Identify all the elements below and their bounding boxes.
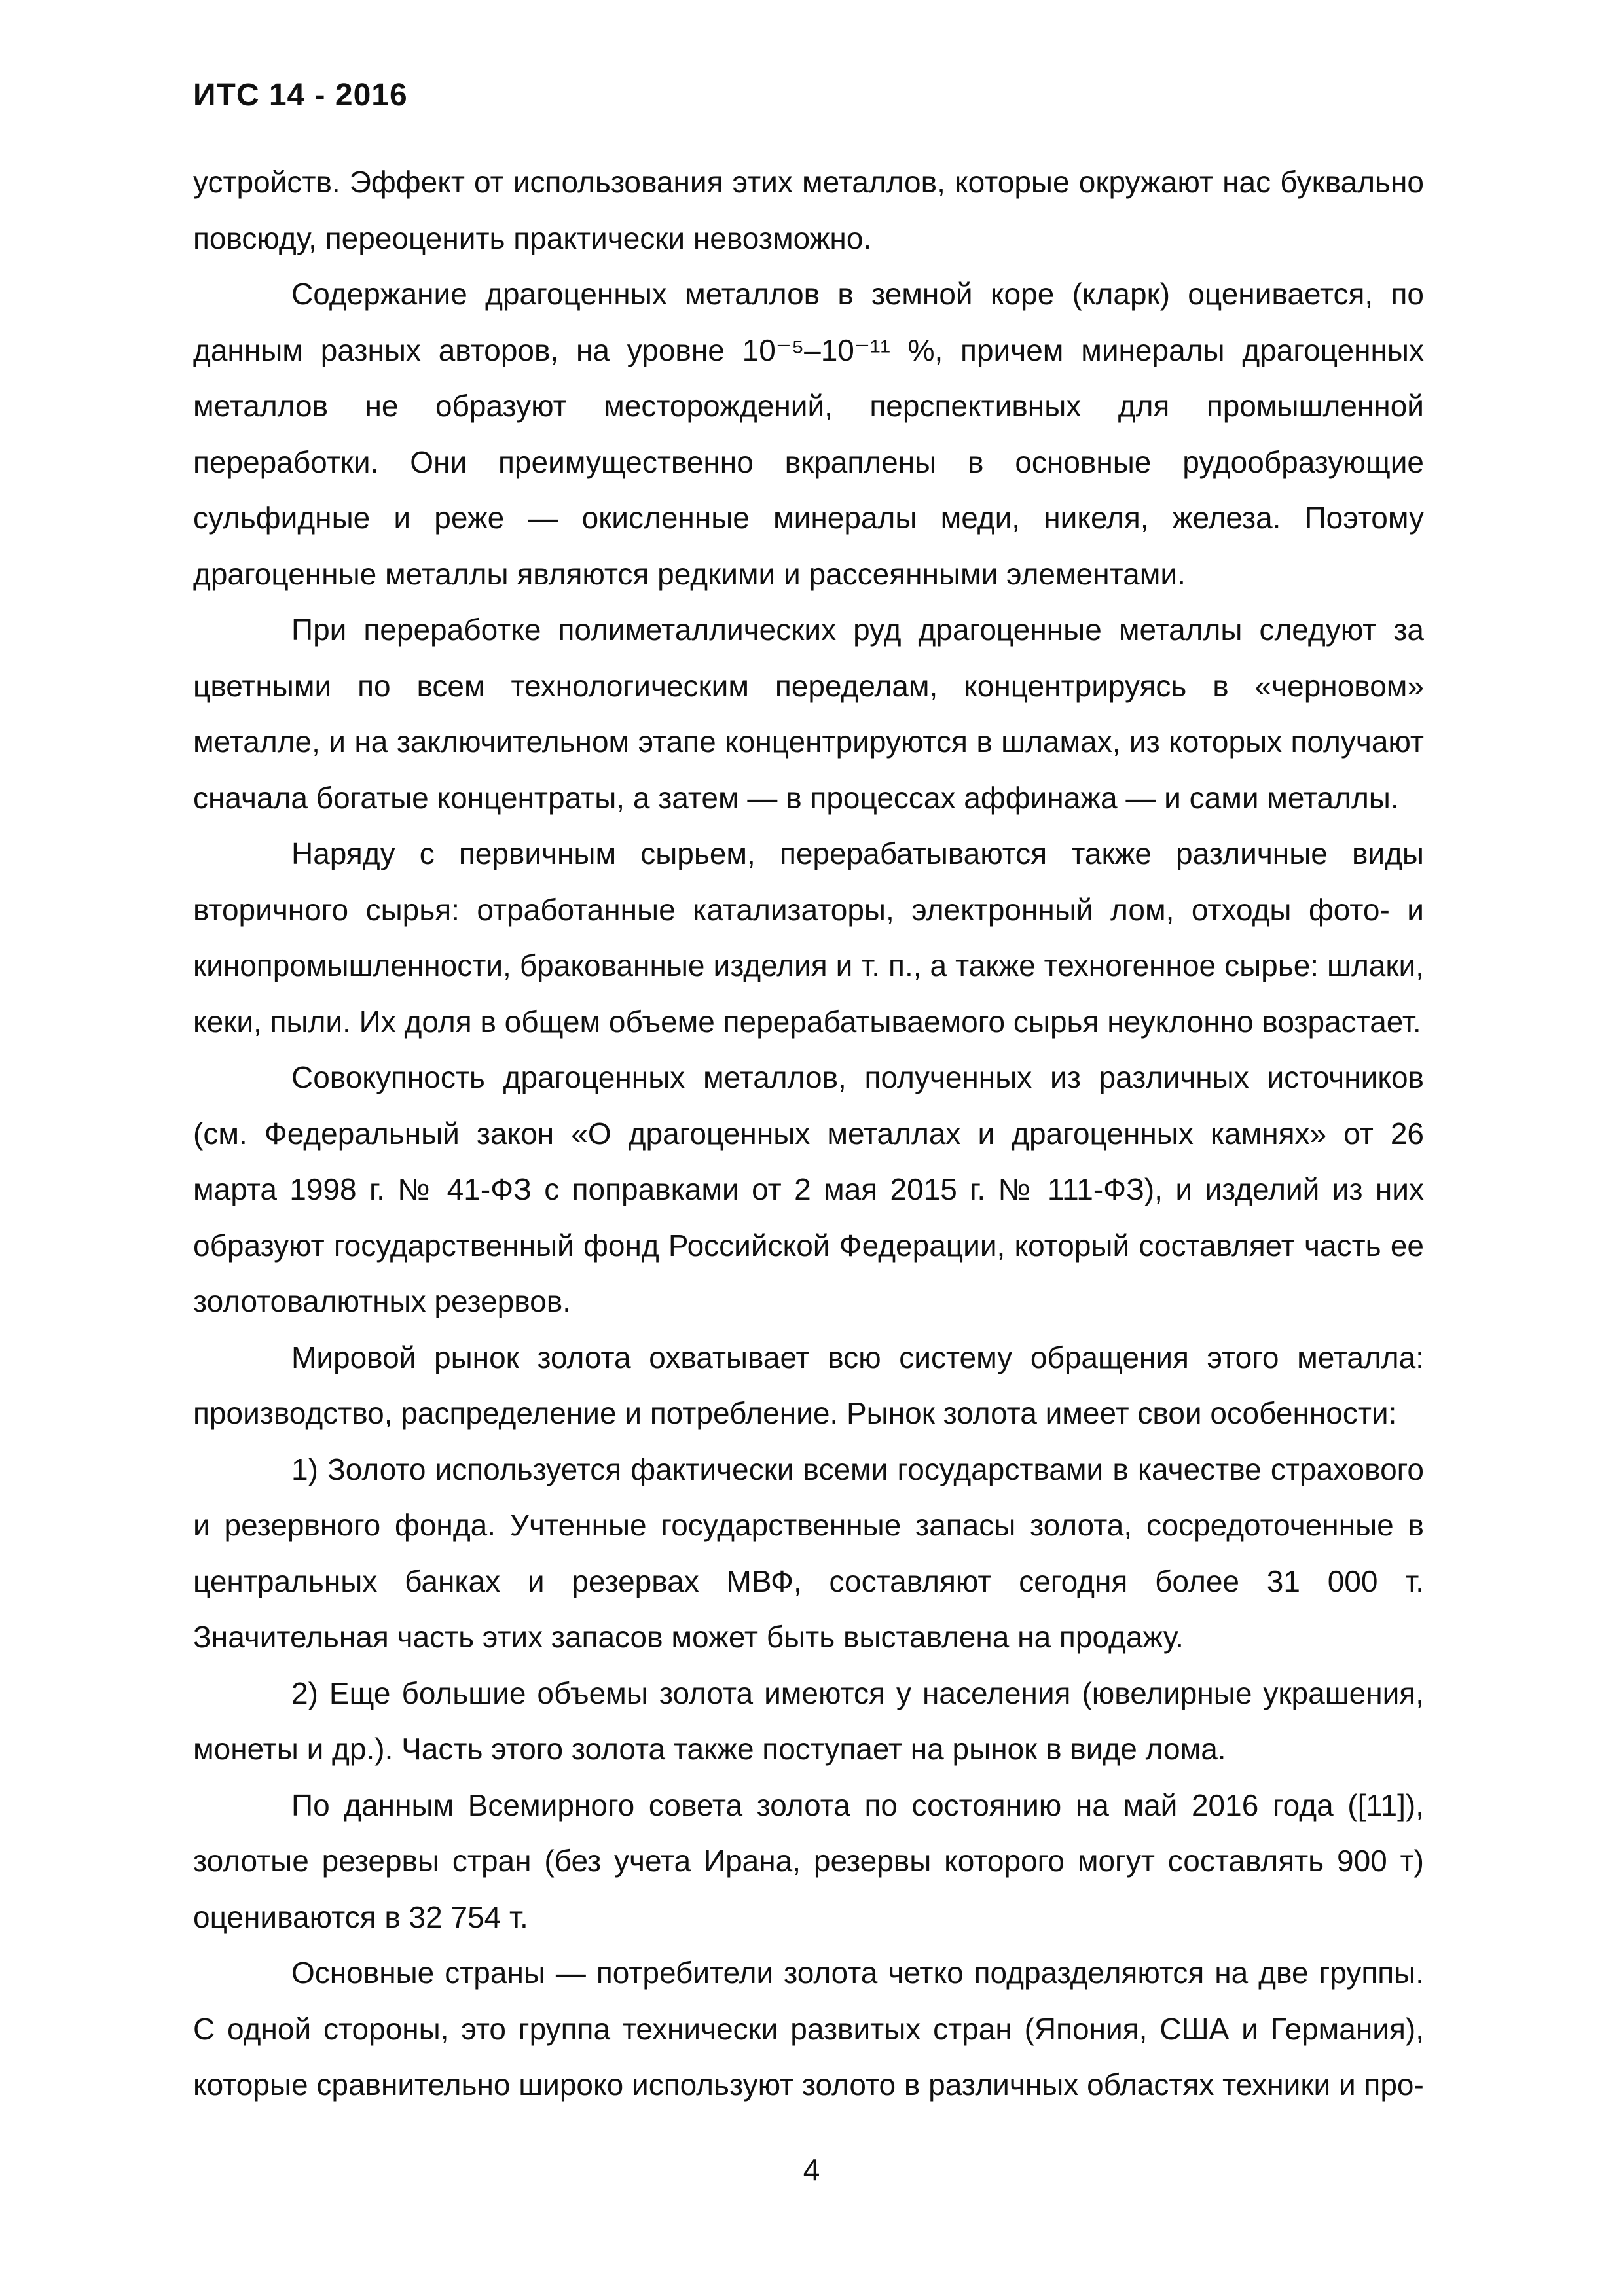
paragraph: устройств. Эффект от использования этих металлов, которые окружают нас буквально повсюду, переоценить практически невозможно. [193, 165, 1424, 255]
document-code-header: ИТС 14 - 2016 [193, 78, 408, 113]
paragraph: Мировой рынок золота охватывает всю систему обращения этого металла: производство, распределение и потребление. Рынок золота имеет свои особенности: [193, 1340, 1424, 1430]
paragraph: 1) Золото используется фактически всеми государствами в качестве страхового и резервного фонда. Учтенные государственные запасы золота, сосредоточенные в центральных банках и резервах МВФ, составляют сегодня более 31 000 т. Значительная часть этих запасов может быть выставлена на продажу. [193, 1452, 1424, 1654]
paragraph: Основные страны — потребители золота четко подразделяются на две группы. С одной стороны, это группа технически развитых стран (Япония, США и Германия), которые сравнительно широко используют золото в различных областях техники и про- [193, 1956, 1424, 2102]
paragraph: По данным Всемирного совета золота по состоянию на май 2016 года ([11]), золотые резервы стран (без учета Ирана, резервы которого могут составлять 900 т) оцениваются в 32 754 т. [193, 1787, 1424, 1934]
paragraph: Совокупность драгоценных металлов, полученных из различных источников (см. Федеральный закон «О драгоценных металлах и драгоценных камнях» от 26 марта 1998 г. № 41-ФЗ с поправками от 2 мая 2015 г. № 111-ФЗ), и изделий из них образуют государственный фонд Российской Федерации, который составляет часть ее золотовалютных резервов. [193, 1060, 1424, 1318]
page-number: 4 [803, 2153, 820, 2187]
paragraph: Содержание драгоценных металлов в земной коре (кларк) оценивается, по данным разных авторов, на уровне 10⁻⁵–10⁻¹¹ %, причем минералы драгоценных металлов не образуют месторождений, перспективных для промышленной переработки. Они преимущественно вкраплены в основные рудообразующие сульфидные и реже — окисленные минералы меди, никеля, железа. Поэтому драгоценные металлы являются редкими и рассеянными элементами. [193, 277, 1424, 591]
body-text [193, 154, 1424, 2113]
paragraph: При переработке полиметаллических руд драгоценные металлы следуют за цветными по всем технологическим переделам, концентрируясь в «черновом» металле, и на заключительном этапе концентрируются в шламах, из которых получают сначала богатые концентраты, а затем — в процессах аффинажа — и сами металлы. [193, 613, 1424, 815]
paragraph: 2) Еще большие объемы золота имеются у населения (ювелирные украшения, монеты и др.). Часть этого золота также поступает на рынок в виде лома. [193, 1676, 1424, 1766]
paragraph: Наряду с первичным сырьем, перерабатываются также различные виды вторичного сырья: отработанные катализаторы, электронный лом, отходы фото- и кинопромышленности, бракованные изделия и т. п., а также техногенное сырье: шлаки, кеки, пыли. Их доля в общем объеме перерабатываемого сырья неуклонно возрастает. [193, 836, 1424, 1039]
